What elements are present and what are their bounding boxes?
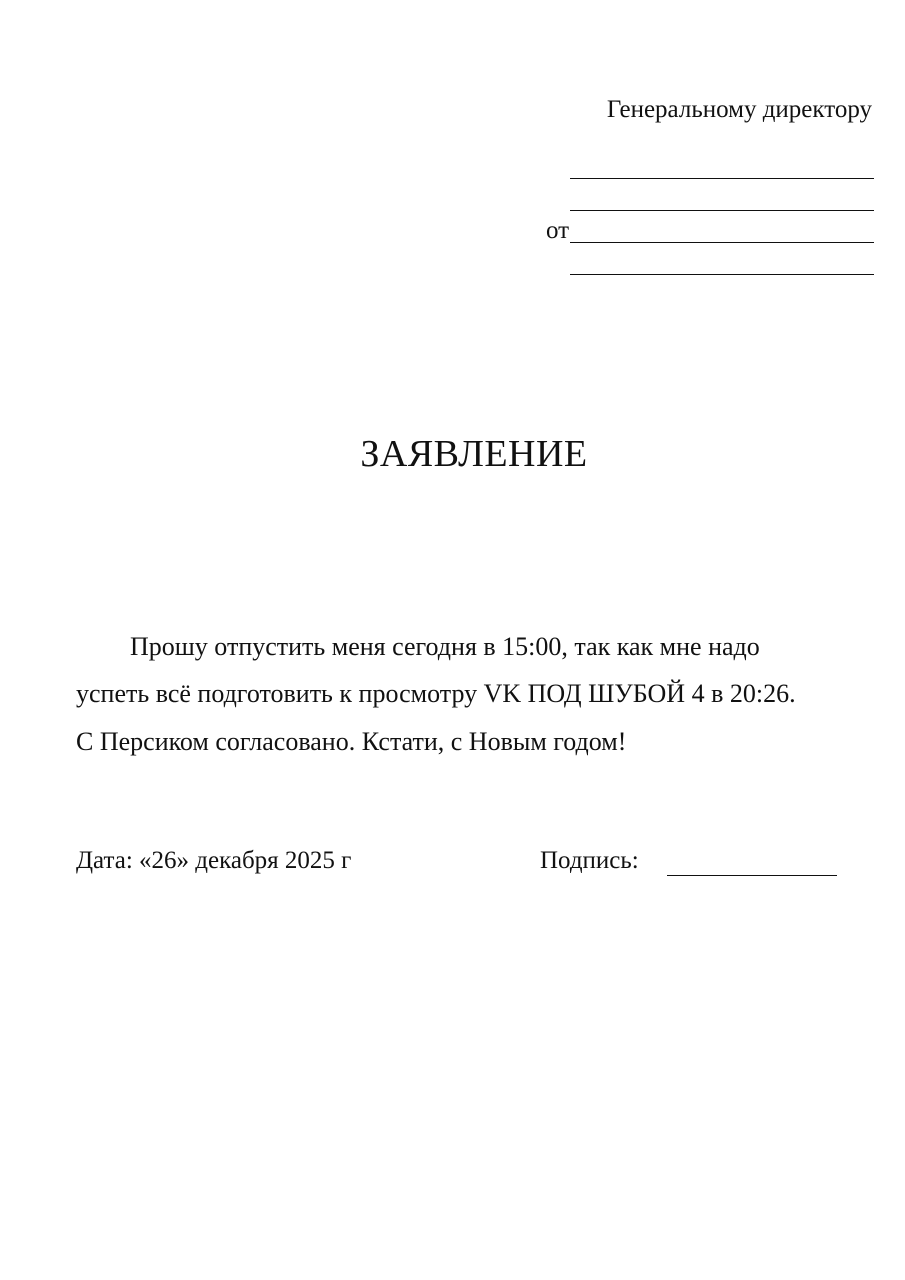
from-label: от <box>546 217 570 244</box>
body-line-3: С Персиком согласовано. Кстати, с Новым годом! <box>76 727 627 756</box>
date-line: Дата: «26» декабря 2025 г <box>76 847 352 874</box>
body-line-1: Прошу отпустить меня сегодня в 15:00, так как мне надо <box>130 632 760 661</box>
document-title: ЗАЯВЛЕНИЕ <box>360 433 588 475</box>
addressee-name-blank-1 <box>570 178 874 179</box>
addressee-name-blank-2 <box>570 210 874 211</box>
sender-blank-2 <box>570 274 874 275</box>
signature-label: Подпись: <box>540 847 639 874</box>
signature-blank <box>667 875 837 876</box>
addressee-line: Генеральному директору <box>606 96 872 123</box>
body-line-2: успеть всё подготовить к просмотру VK ПОД ШУБОЙ 4 в 20:26. <box>76 679 796 708</box>
sender-blank-1 <box>570 242 874 243</box>
